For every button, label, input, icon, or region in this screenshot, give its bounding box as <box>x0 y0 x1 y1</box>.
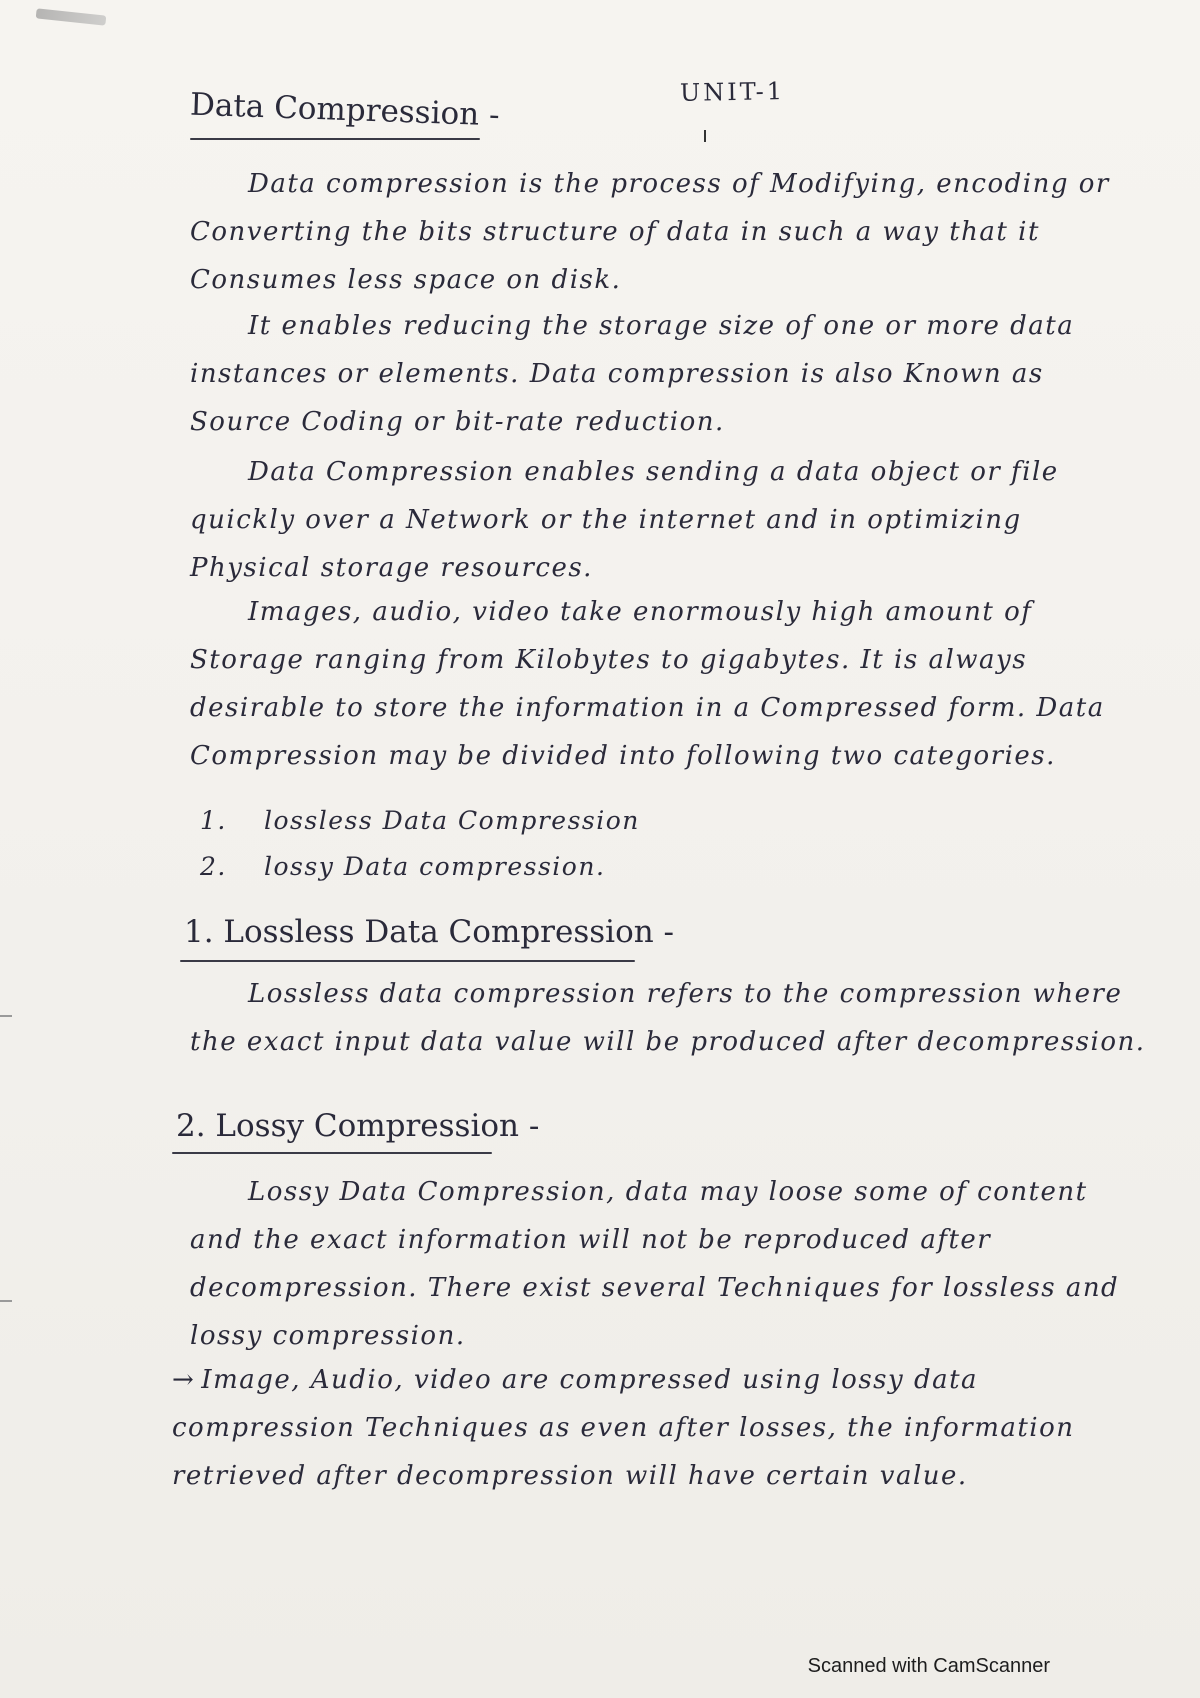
main-heading-underline <box>190 138 480 140</box>
list-text: lossless Data Compression <box>264 806 640 835</box>
lossless-heading: 1. Lossless Data Compression - <box>184 914 675 950</box>
unit-label: UNIT-1 <box>679 77 786 107</box>
category-list <box>200 798 640 890</box>
tick-mark <box>704 130 706 142</box>
paragraph-lossy: Lossy Data Compression, data may loose some of content and the exact information will not be reproduced after decompression. There exist several Techniques for lossless and lossy compression. <box>190 1177 1120 1351</box>
list-item <box>200 798 640 844</box>
paragraph-enables: It enables reducing the storage size of one or more data instances or elements. Data compression is also Known as Source Coding or bit-rate reduction. <box>190 311 1075 437</box>
note-text: Image, Audio, video are compressed using lossy data compression Techniques as even after losses, the information retrieved after decompression will have certain value. <box>172 1365 1075 1491</box>
lossless-heading-underline <box>180 960 635 962</box>
list-number: 1. <box>200 806 227 835</box>
arrow-icon: → <box>172 1365 196 1395</box>
paragraph-note <box>172 1356 1162 1500</box>
paragraph-media: Images, audio, video take enormously high amount of Storage ranging from Kilobytes to gigabytes. It is always desirable to store the information in a Compressed form. Data Compression may be divided into following two categories. <box>190 597 1105 771</box>
scanner-watermark: Scanned with CamScanner <box>807 1655 1050 1677</box>
list-number: 2. <box>200 852 227 881</box>
paragraph-lossless: Lossless data compression refers to the compression where the exact input data value will be produced after decompression. <box>190 979 1146 1057</box>
corner-smudge <box>36 8 107 25</box>
paragraph-sending: Data Compression enables sending a data object or file quickly over a Network or the internet and in optimizing Physical storage resources. <box>190 457 1059 583</box>
lossy-heading: 2. Lossy Compression - <box>176 1108 540 1144</box>
list-item <box>200 844 640 890</box>
list-text: lossy Data compression. <box>264 852 606 881</box>
paragraph-definition: Data compression is the process of Modifying, encoding or Converting the bits structure of data in such a way that it Consumes less space on disk. <box>190 169 1110 295</box>
edge-mark <box>0 1300 12 1302</box>
edge-mark <box>0 1015 12 1017</box>
lossy-heading-underline <box>172 1152 492 1154</box>
main-heading: Data Compression - <box>189 86 501 134</box>
